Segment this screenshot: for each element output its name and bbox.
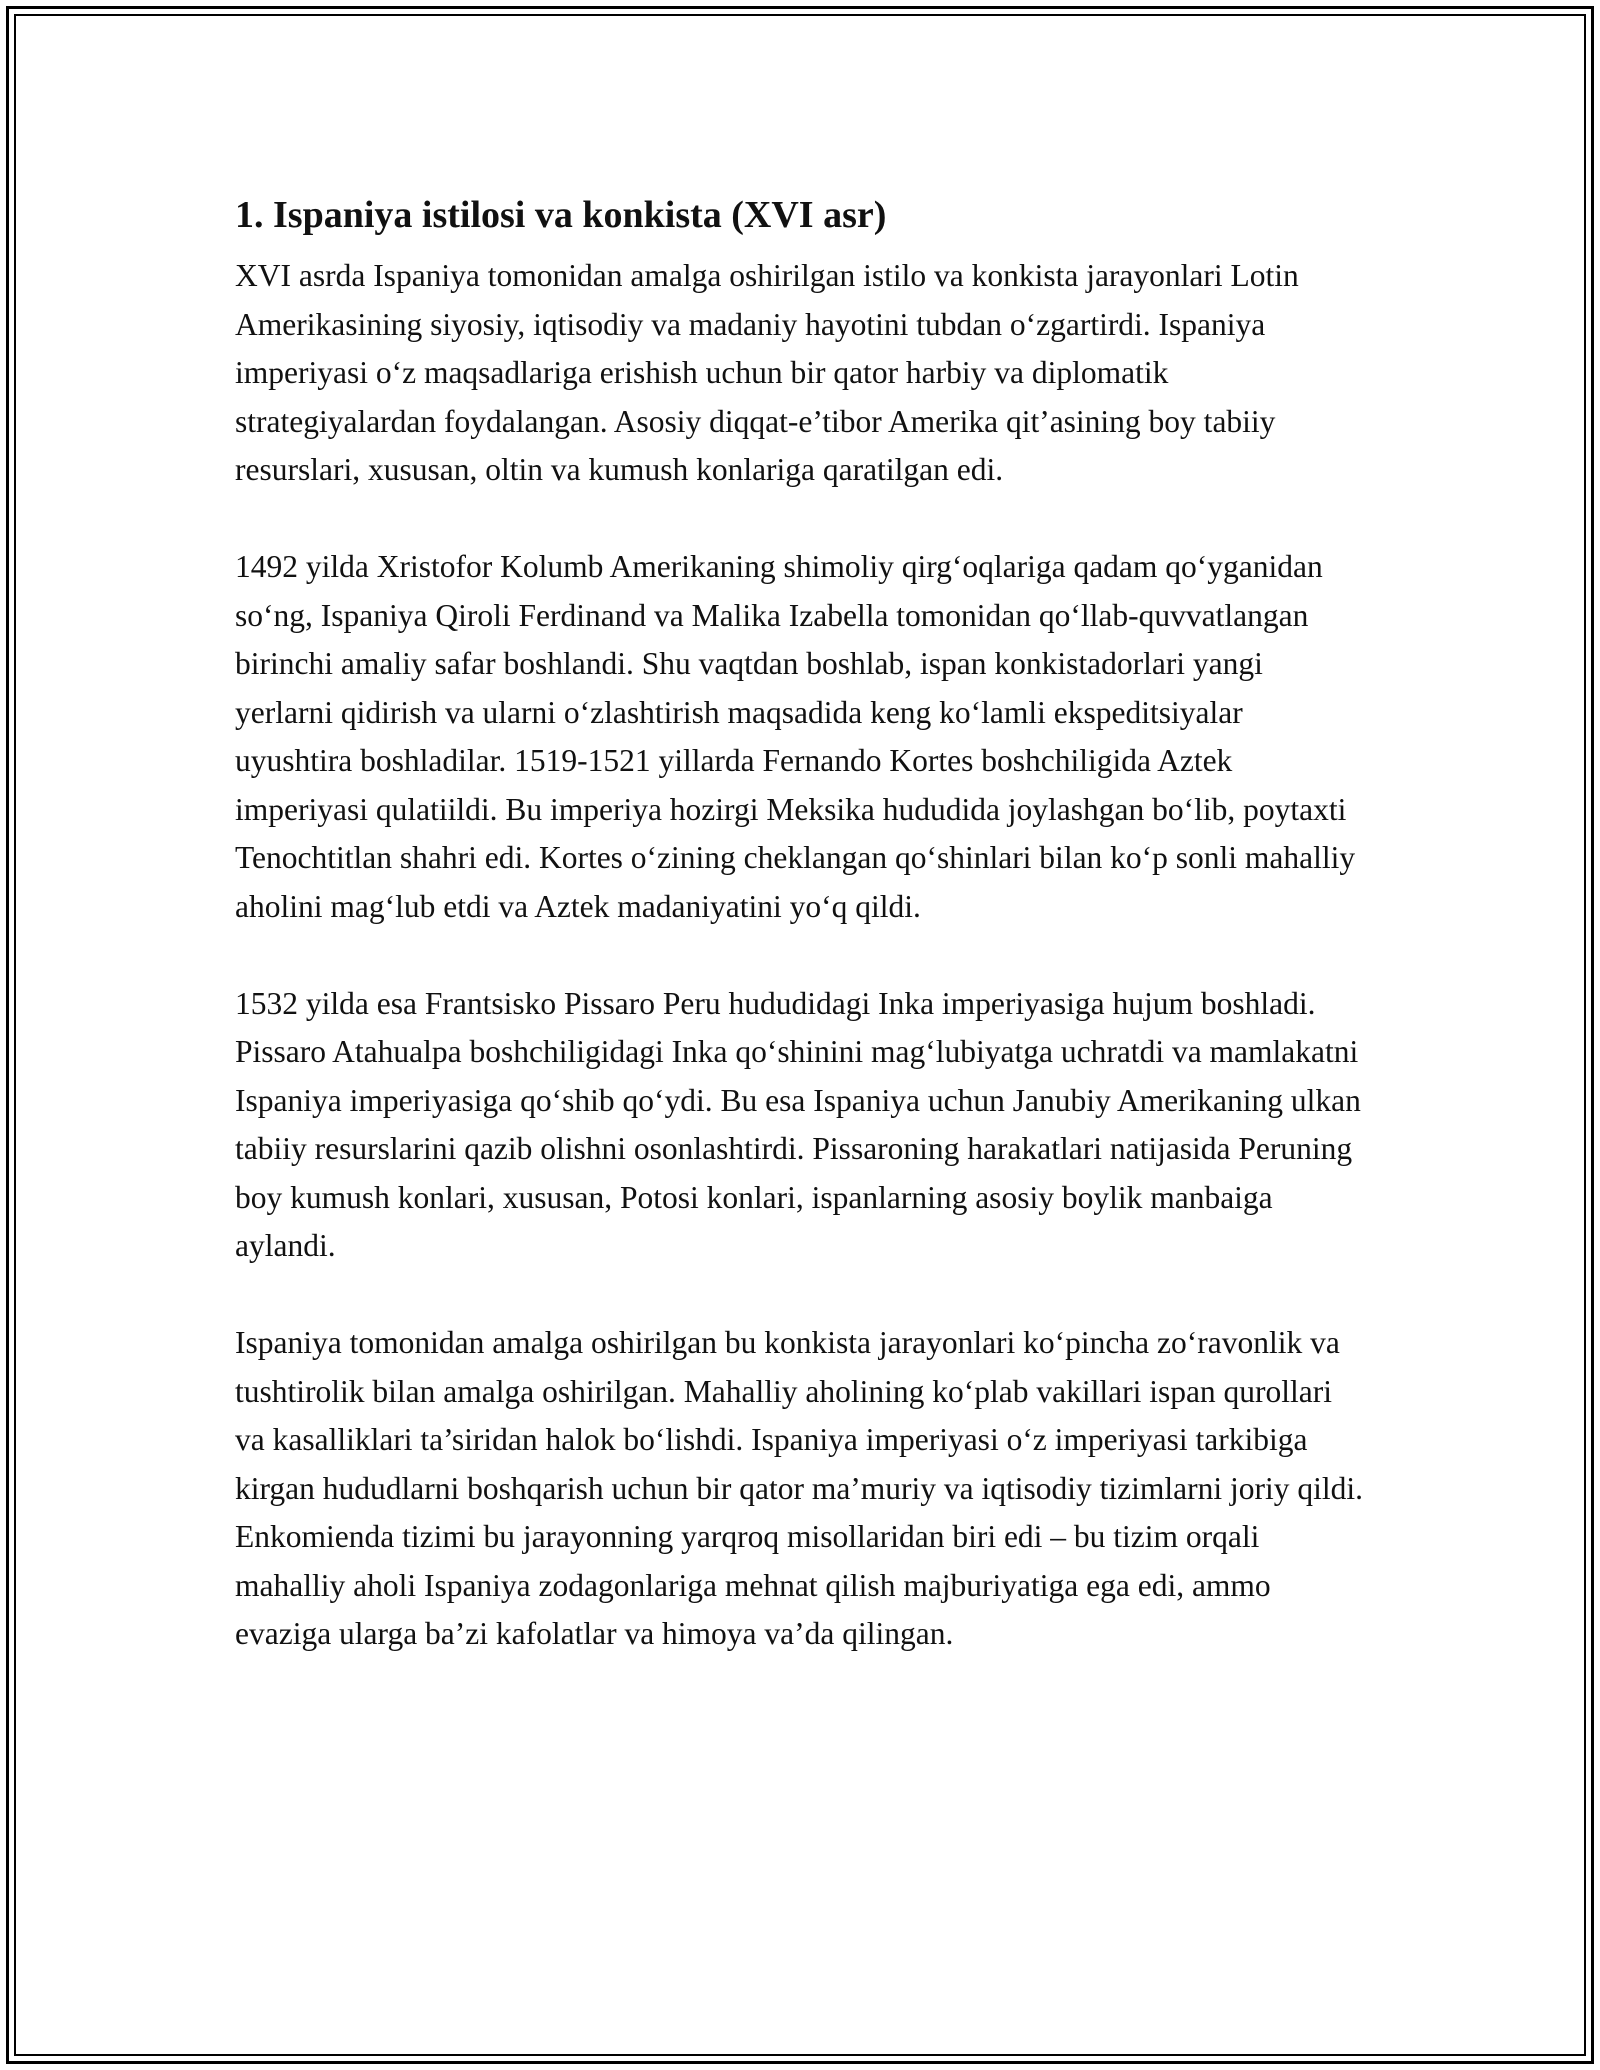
paragraph-2: 1492 yilda Xristofor Kolumb Amerikaning shimoliy qirg‘oqlariga qadam qo‘yganidan so‘ng, Ispaniya Qiroli Ferdinand va Malika Izabella tomonidan qo‘llab-quvvatlangan birinchi amaliy safar boshlandi. Shu vaqtdan boshlab, ispan konkistadorlari yangi yerlarni qidirish va ularni o‘zlashtirish maqsadida keng ko‘lamli ekspeditsiyalar uyushtira boshladilar. 1519-1521 yillarda Fernando Kortes boshchiligida Aztek imperiyasi qulatiildi. Bu imperiya hozirgi Meksika hududida joylashgan bo‘lib, poytaxti Tenochtitlan shahri edi. Kortes o‘zining cheklangan qo‘shinlari bilan ko‘p sonli mahalliy aholini mag‘lub etdi va Aztek madaniyatini yo‘q qildi. bbox=[235, 549, 1356, 924]
document-body bbox=[235, 190, 1365, 1659]
paragraph-3: 1532 yilda esa Frantsisko Pissaro Peru hududidagi Inka imperiyasiga hujum boshladi. Pissaro Atahualpa boshchiligidagi Inka qo‘shinini mag‘lubiyatga uchratdi va mamlakatni Ispaniya imperiyasiga qo‘shib qo‘ydi. Bu esa Ispaniya uchun Janubiy Amerikaning ulkan tabiiy resurslarini qazib olishni osonlashtirdi. Pissaroning harakatlari natijasida Peruning boy kumush konlari, xususan, Potosi konlari, ispanlarning asosiy boylik manbaiga aylandi. bbox=[235, 985, 1361, 1263]
paragraph-4: Ispaniya tomonidan amalga oshirilgan bu konkista jarayonlari ko‘pincha zo‘ravonlik va tushtirolik bilan amalga oshirilgan. Mahalliy aholining ko‘plab vakillari ispan qurollari va kasalliklari ta’siridan halok bo‘lishdi. Ispaniya imperiyasi o‘z imperiyasi tarkibiga kirgan hududlarni boshqarish uchun bir qator ma’muriy va iqtisodiy tizimlarni joriy qildi. Enkomienda tizimi bu jarayonning yarqroq misollaridan biri edi – bu tizim orqali mahalliy aholi Ispaniya zodagonlariga mehnat qilish majburiyatiga ega edi, ammo evaziga ularga ba’zi kafolatlar va himoya va’da qilingan. bbox=[235, 1325, 1363, 1651]
section-title: 1. Ispaniya istilosi va konkista (XVI asr) bbox=[235, 194, 887, 236]
paragraph-1: XVI asrda Ispaniya tomonidan amalga oshirilgan istilo va konkista jarayonlari Lotin Amerikasining siyosiy, iqtisodiy va madaniy hayotini tubdan o‘zgartirdi. Ispaniya imperiyasi o‘z maqsadlariga erishish uchun bir qator harbiy va diplomatik strategiyalardan foydalangan. Asosiy diqqat-e’tibor Amerika qit’asining boy tabiiy resurslari, xususan, oltin va kumush konlariga qaratilgan edi. bbox=[235, 258, 1299, 487]
